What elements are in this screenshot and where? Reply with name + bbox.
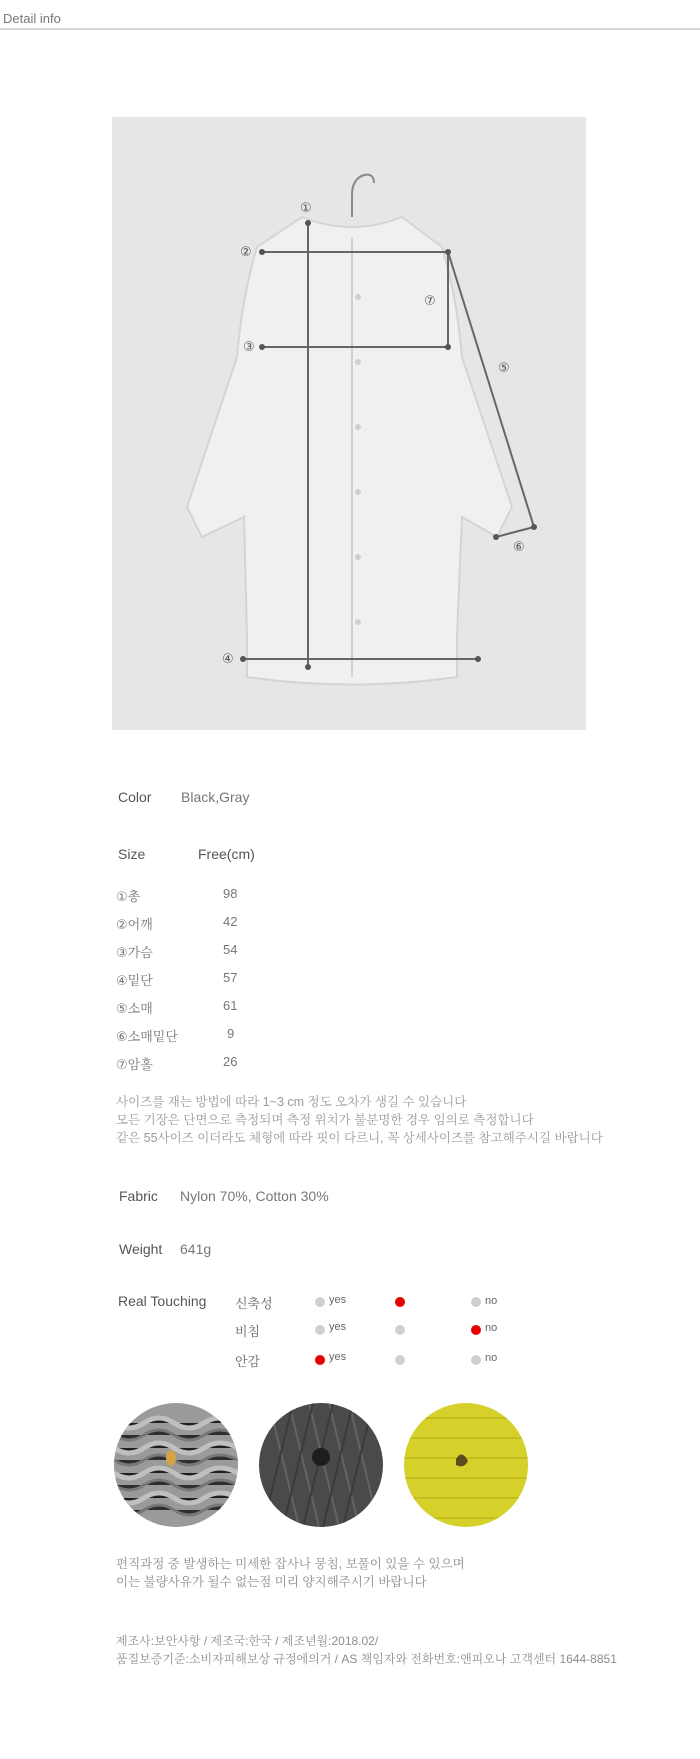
size-row xyxy=(116,886,376,914)
swatch-gray xyxy=(114,1403,238,1527)
no-label: no xyxy=(485,1352,498,1364)
measurement-diagram xyxy=(112,117,586,730)
touch-dot-1 xyxy=(315,1325,325,1335)
yes-label: yes xyxy=(329,1351,347,1363)
size-row-key: ⑦암홀 xyxy=(116,1057,153,1072)
product-photo xyxy=(112,117,586,730)
touch-dot-3 xyxy=(471,1297,481,1307)
size-row-key: ⑤소매 xyxy=(116,1001,153,1016)
no-label: no xyxy=(485,1322,498,1334)
touch-row-name: 비침 xyxy=(235,1324,261,1339)
knit-note: 이는 불량사유가 될수 없는점 미리 양지해주시기 바랍니다 xyxy=(116,1575,427,1589)
size-row xyxy=(116,998,376,1026)
touch-dot-1 xyxy=(315,1297,325,1307)
size-row-value: 54 xyxy=(223,942,238,957)
marker-3: ③ xyxy=(243,340,255,355)
section-title: Detail info xyxy=(3,11,61,26)
touch-dot-2 xyxy=(395,1325,405,1335)
size-row xyxy=(116,942,376,970)
weight-label: Weight xyxy=(119,1241,163,1257)
size-row-value: 61 xyxy=(223,998,238,1013)
size-row-value: 42 xyxy=(223,914,238,929)
touch-dot-2 xyxy=(395,1297,405,1307)
marker-2: ② xyxy=(240,245,252,260)
marker-6: ⑥ xyxy=(513,540,525,555)
size-note: 사이즈를 재는 방법에 따라 1~3 cm 정도 오차가 생길 수 있습니다 xyxy=(116,1095,467,1109)
coat-shape xyxy=(187,217,512,685)
real-touching-label: Real Touching xyxy=(118,1293,207,1309)
fabric-value: Nylon 70%, Cotton 30% xyxy=(180,1188,329,1204)
knit-notes xyxy=(116,1555,676,1591)
yes-label: yes xyxy=(329,1294,347,1306)
size-row-value: 57 xyxy=(223,970,238,985)
fabric-label: Fabric xyxy=(119,1188,158,1204)
section-header xyxy=(0,0,700,30)
size-note: 같은 55사이즈 이더라도 체형에 따라 핏이 다르니, 꼭 상세사이즈를 참고해주시길 바랍니다 xyxy=(116,1131,603,1145)
swatch-yellow xyxy=(404,1403,528,1527)
size-value: Free(cm) xyxy=(198,846,255,862)
size-row-key: ⑥소매밑단 xyxy=(116,1029,178,1044)
size-label: Size xyxy=(118,846,146,862)
touch-row-name: 안감 xyxy=(235,1354,261,1369)
size-row-value: 9 xyxy=(227,1026,235,1041)
size-row-key: ④밑단 xyxy=(116,973,153,988)
knit-note: 편직과정 중 발생하는 미세한 잡사나 뭉침, 보풀이 있을 수 있으며 xyxy=(116,1557,465,1571)
touch-dot-3 xyxy=(471,1355,481,1365)
size-note: 모든 기장은 단면으로 측정되며 측정 위치가 불분명한 경우 임의로 측정합니다 xyxy=(116,1113,534,1127)
size-row xyxy=(116,1026,376,1054)
size-row-value: 26 xyxy=(223,1054,238,1069)
size-notes xyxy=(116,1093,676,1147)
color-value: Black,Gray xyxy=(181,789,250,805)
marker-4: ④ xyxy=(222,652,234,667)
touch-dot-1 xyxy=(315,1355,325,1365)
marker-7: ⑦ xyxy=(424,294,436,309)
size-table xyxy=(116,886,376,1082)
size-row-value: 98 xyxy=(223,886,238,901)
size-row-key: ②어깨 xyxy=(116,917,153,932)
touch-dot-3 xyxy=(471,1325,481,1335)
color-label: Color xyxy=(118,789,152,805)
footer-line: 품질보증기준:소비자피해보상 규정에의거 / AS 책임자와 전화번호:앤피오나 고객센터 1644-8851 xyxy=(116,1652,617,1666)
footer-line: 제조사:보안사항 / 제조국:한국 / 제조년월:2018.02/ xyxy=(116,1634,379,1648)
touch-row-name: 신축성 xyxy=(235,1296,273,1311)
touch-dot-2 xyxy=(395,1355,405,1365)
size-row xyxy=(116,914,376,942)
yes-label: yes xyxy=(329,1321,347,1333)
size-row xyxy=(116,970,376,998)
size-row-key: ③가슴 xyxy=(116,945,153,960)
size-row xyxy=(116,1054,376,1082)
marker-5: ⑤ xyxy=(498,361,510,376)
weight-value: 641g xyxy=(180,1241,212,1257)
marker-1: ① xyxy=(300,201,312,216)
swatch-charcoal xyxy=(259,1403,383,1527)
size-row-key: ①총 xyxy=(116,889,141,904)
no-label: no xyxy=(485,1295,498,1307)
footer-info xyxy=(116,1632,696,1668)
